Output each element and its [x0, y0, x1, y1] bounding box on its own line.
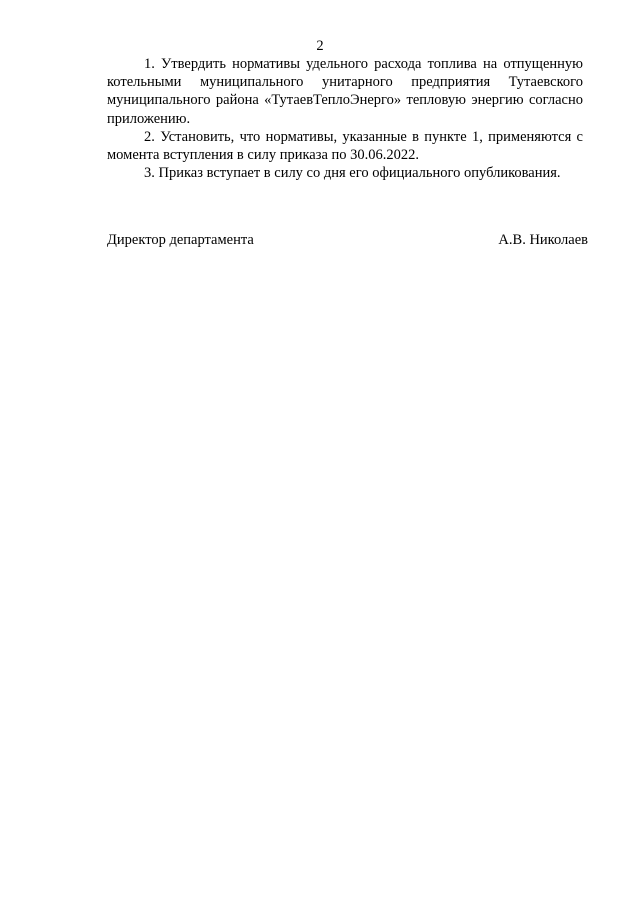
signature-block	[107, 231, 588, 251]
page-number: 2	[316, 38, 324, 54]
signatory-title: Директор департамента	[107, 232, 254, 248]
paragraph-3: 3. Приказ вступает в силу со дня его официального опубликования.	[144, 165, 561, 182]
paragraph-1: 1. Утвердить нормативы удельного расхода топлива на отпущенную котельными муниципального унитарного предприятия Тутаевского муниципального района «ТутаевТеплоЭнерго» тепловую энергию согласно приложению.	[107, 56, 583, 127]
signatory-name: А.В. Николаев	[498, 232, 588, 248]
order-body	[107, 55, 583, 182]
paragraph-2: 2. Установить, что нормативы, указанные в пункте 1, применяются с момента вступления в силу приказа по 30.06.2022.	[107, 128, 583, 164]
